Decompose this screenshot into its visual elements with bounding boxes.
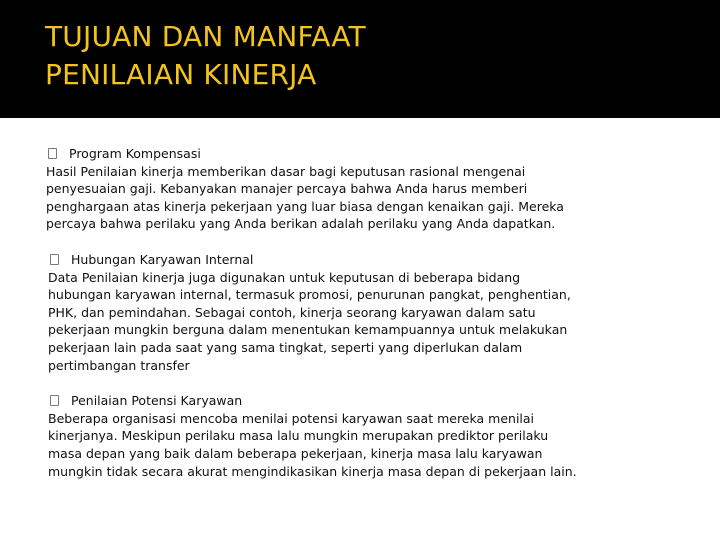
square-bullet-icon [50,254,59,265]
slide-title [45,18,685,94]
paragraph-line: masa depan yang baik dalam beberapa pekerjaan, kinerja masa lalu karyawan [48,445,543,461]
section-heading: Program Kompensasi [69,146,201,161]
section-heading: Penilaian Potensi Karyawan [71,393,243,409]
section-heading-row [46,145,678,163]
paragraph-line: Data Penilaian kinerja juga digunakan untuk keputusan di beberapa bidang [48,269,521,285]
title-band [0,0,720,118]
slide-title-line-2: PENILAIAN KINERJA [45,58,317,91]
paragraph-line: mungkin tidak secara akurat mengindikasikan kinerja masa depan di pekerjaan lain. [48,463,577,479]
slide-body [48,145,678,498]
paragraph-line: pekerjaan lain pada saat yang sama tingkat, seperti yang diperlukan dalam [48,339,523,355]
paragraph-line: penyesuaian gaji. Kebanyakan manajer percaya bahwa Anda harus memberi [46,181,528,197]
section-program-kompensasi [46,145,678,233]
paragraph-line: PHK, dan pemindahan. Sebagai contoh, kinerja seorang karyawan dalam satu [48,304,536,320]
paragraph-line: hubungan karyawan internal, termasuk promosi, penurunan pangkat, penghentian, [48,287,571,303]
paragraph-line: pekerjaan mungkin berguna dalam menentukan kemampuannya untuk melakukan [48,322,568,338]
section-heading-row [48,251,678,269]
section-hubungan-karyawan-internal [48,251,678,374]
paragraph-line: pertimbangan transfer [48,357,190,373]
section-heading: Hubungan Karyawan Internal [71,251,254,267]
paragraph-line: percaya bahwa perilaku yang Anda berikan adalah perilaku yang Anda dapatkan. [46,216,556,232]
slide-title-line-1: TUJUAN DAN MANFAAT [45,20,366,53]
section-penilaian-potensi-karyawan [48,392,678,480]
paragraph-line: Hasil Penilaian kinerja memberikan dasar bagi keputusan rasional mengenai [46,163,526,179]
section-heading-row [48,392,678,410]
square-bullet-icon [50,395,59,406]
paragraph-line: kinerjanya. Meskipun perilaku masa lalu mungkin merupakan prediktor perilaku [48,428,549,444]
paragraph-line: Beberapa organisasi mencoba menilai potensi karyawan saat mereka menilai [48,410,535,426]
square-bullet-icon [48,148,57,159]
paragraph-line: penghargaan atas kinerja pekerjaan yang luar biasa dengan kenaikan gaji. Mereka [46,198,564,214]
